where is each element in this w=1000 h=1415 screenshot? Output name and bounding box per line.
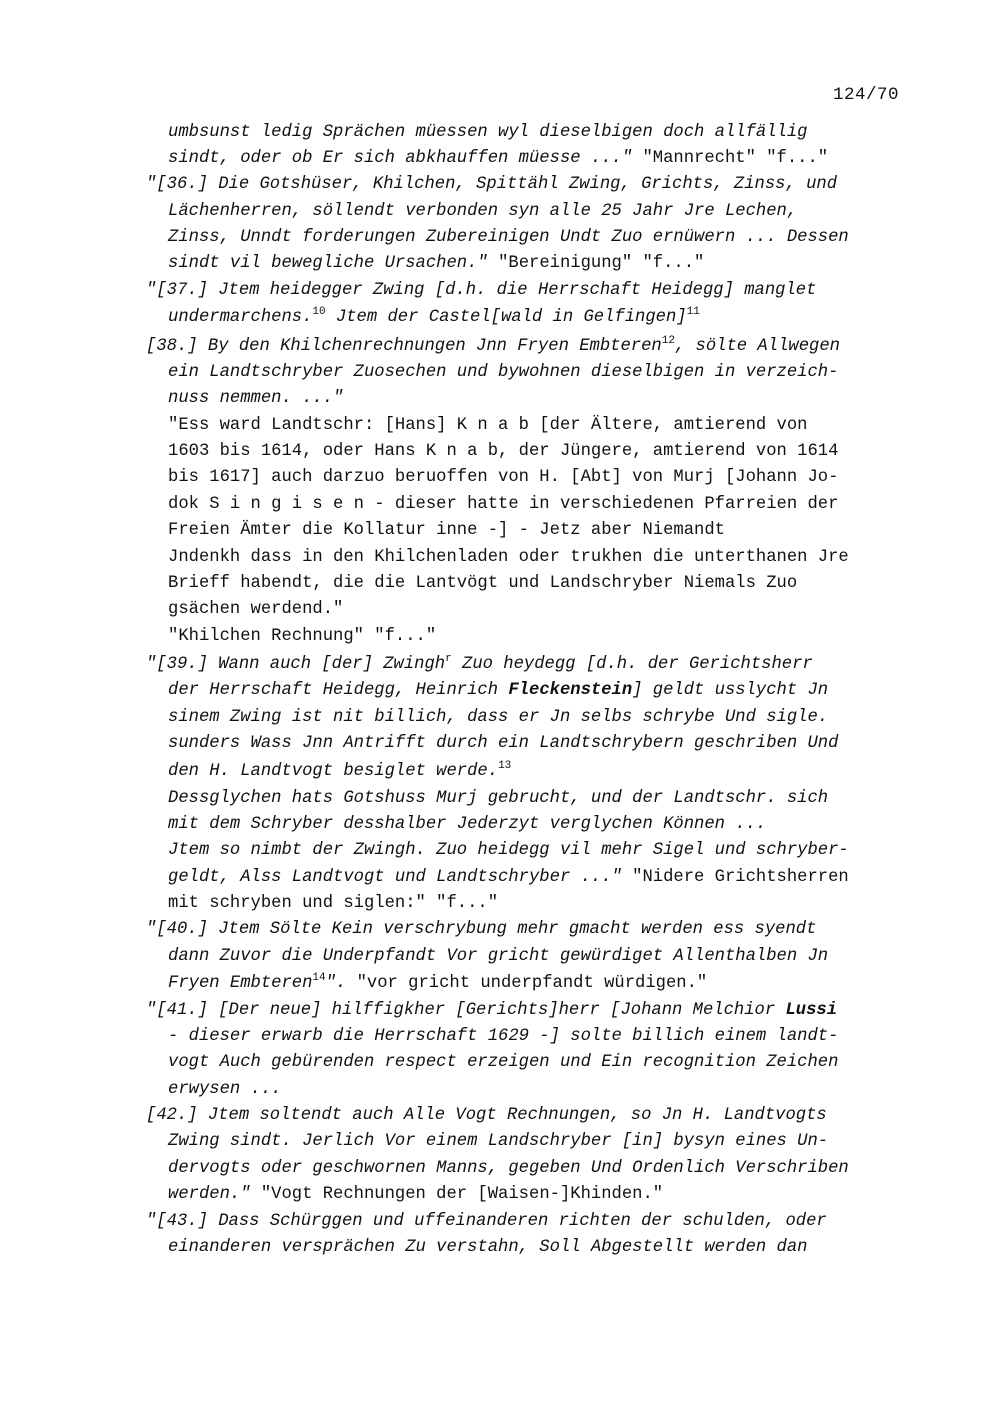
text-segment: Jndenkh dass in den Khilchenladen oder trukhen die unterthanen Jre [168,548,849,567]
text-line [146,919,816,941]
text-segment: sindt vil bewegliche Ursachen." [168,254,488,273]
text-segment: "[39.] Wann auch [der] Zwingh [146,655,446,674]
text-segment: der Herrschaft Heidegg, Heinrich [168,681,509,700]
text-line [168,1131,828,1153]
text-segment: vogt Auch gebürenden respect erzeigen und Ein recognition Zeichen [168,1053,839,1072]
text-line [168,626,436,648]
text-line [168,1079,281,1101]
text-segment: Fryen Embteren [168,974,313,993]
footnote-marker: 13 [498,760,512,772]
text-segment: "[41.] [Der neue] hilffigkher [Gerichts]herr [Johann Melchior [146,1001,786,1020]
text-segment: einanderen versprächen Zu verstahn, Soll Abgestellt werden dan [168,1238,808,1257]
text-segment: Jtem der Castel[wald in Gelfingen] [325,308,687,327]
text-segment: 1603 bis 1614, oder Hans K n a b, der Jüngere, amtierend von 1614 [168,442,839,461]
text-line [168,307,700,329]
text-line [168,761,511,783]
text-line [168,814,766,836]
text-segment: "[43.] Dass Schürggen und uffeinanderen richten der schulden, oder [146,1212,827,1231]
text-segment: ". [325,974,347,993]
text-line [146,654,813,676]
text-line [168,253,704,275]
text-line [168,467,838,489]
text-segment: [42.] Jtem soltendt auch Alle Vogt Rechnungen, so Jn H. Landtvogts [146,1106,827,1125]
text-line [168,1184,663,1206]
text-segment: Freien Ämter die Kollatur inne -] - Jetz aber Niemandt [168,521,725,540]
text-line [168,973,707,995]
text-segment: Fleckenstein [508,681,633,700]
text-line [168,520,725,542]
text-segment: Lussi [785,1001,838,1020]
text-line [168,415,807,437]
text-line [168,388,343,410]
text-segment: ein Landtschryber Zuosechen und bywohnen dieselbigen in verzeich- [168,363,839,382]
footnote-marker: 14 [312,972,326,984]
text-line [168,1158,849,1180]
text-segment: [38.] By den Khilchenrechnungen Jnn Fryen Embteren [146,337,662,356]
footnote-marker: 11 [686,306,700,318]
text-segment: Zwing sindt. Jerlich Vor einem Landschryber [in] bysyn eines Un- [168,1132,829,1151]
text-line [168,122,807,144]
text-segment: "[40.] Jtem Sölte Kein verschrybung mehr gmacht werden ess syendt [146,920,817,939]
text-segment: sunders Wass Jnn Antrifft durch ein Landtschrybern geschriben Und [168,734,839,753]
text-line [168,494,838,516]
text-line [168,1026,838,1048]
text-segment: "Vogt Rechnungen der [Waisen-]Khinden." [250,1185,664,1204]
text-line [168,707,828,729]
text-line [168,441,838,463]
text-segment: Zinss, Unndt forderungen Zubereinigen Undt Zuo ernüwern ... Dessen [168,228,849,247]
text-segment: Zuo heydegg [d.h. der Gerichtsherr [451,655,813,674]
text-segment: "Ess ward Landtschr: [Hans] K n a b [der Ältere, amtierend von [168,416,808,435]
text-line [168,893,498,915]
text-segment: dervogts oder geschwornen Manns, gegeben Und Ordenlich Verschriben [168,1159,849,1178]
text-segment: "Bereinigung" "f..." [487,254,705,273]
text-line [168,946,828,968]
text-line [168,201,797,223]
text-line [146,1000,837,1022]
text-line [168,733,838,755]
text-line [168,148,828,170]
text-segment: "[37.] Jtem heidegger Zwing [d.h. die Herrschaft Heidegg] manglet [146,281,817,300]
text-segment: ] geldt usslycht Jn [632,681,829,700]
text-line [146,1105,827,1127]
text-line [168,840,849,862]
text-line [168,788,828,810]
text-segment: Dessglychen hats Gotshuss Murj gebrucht, und der Landtschr. sich [168,789,829,808]
text-segment: , sölte Allwegen [674,337,840,356]
text-segment: "[36.] Die Gotshüser, Khilchen, Spittähl Zwing, Grichts, Zinss, und [146,175,838,194]
footnote-marker: r [445,653,452,665]
text-segment: Lächenherren, söllendt verbonden syn alle 25 Jahr Jre Lechen, [168,202,798,221]
text-line [168,547,849,569]
text-line [168,680,828,702]
text-line [146,1211,827,1233]
text-segment: undermarchens. [168,308,313,327]
text-segment: werden." [168,1185,251,1204]
text-segment: nuss nemmen. ..." [168,389,344,408]
text-segment: - dieser erwarb die Herrschaft 1629 -] solte billich einem landt- [168,1027,839,1046]
text-segment: "Nidere Grichtsherren [621,868,849,887]
text-segment: den H. Landtvogt besiglet werde. [168,762,499,781]
text-segment: "Khilchen Rechnung" "f..." [168,627,437,646]
text-line [168,867,849,889]
text-segment: umbsunst ledig Sprächen müessen wyl dieselbigen doch allfällig [168,123,808,142]
text-line [168,599,343,621]
text-segment: bis 1617] auch darzuo beruoffen von H. [Abt] von Murj [Johann Jo- [168,468,839,487]
text-segment: gsächen werdend." [168,600,344,619]
page-number: 124/70 [833,85,900,105]
text-segment: dann Zuvor die Underpfandt Vor gricht gewürdiget Allenthalben Jn [168,947,829,966]
footnote-marker: 12 [661,335,675,347]
text-segment: "Mannrecht" "f..." [632,149,829,168]
text-line [168,573,797,595]
text-segment: sinem Zwing ist nit billich, dass er Jn selbs schrybe Und sigle. [168,708,829,727]
text-line [168,1052,838,1074]
text-segment: dok S i n g i s e n - dieser hatte in verschiedenen Pfarreien der [168,495,839,514]
text-line [168,1237,807,1259]
text-line [146,174,837,196]
text-segment: "vor gricht underpfandt würdigen." [346,974,708,993]
text-line [168,362,838,384]
text-segment: erwysen ... [168,1080,282,1099]
text-segment: mit schryben und siglen:" "f..." [168,894,499,913]
text-segment: mit dem Schryber desshalber Jederzyt verglychen Können ... [168,815,767,834]
text-line [168,227,849,249]
text-segment: geldt, Alss Landtvogt und Landtschryber ..." [168,868,622,887]
text-line [146,336,840,358]
text-segment: sindt, oder ob Er sich abkhauffen müesse ..." [168,149,633,168]
text-segment: Jtem so nimbt der Zwingh. Zuo heidegg vil mehr Sigel und schryber- [168,841,849,860]
text-segment: Brieff habendt, die die Lantvögt und Landschryber Niemals Zuo [168,574,798,593]
footnote-marker: 10 [312,306,326,318]
text-line [146,280,816,302]
